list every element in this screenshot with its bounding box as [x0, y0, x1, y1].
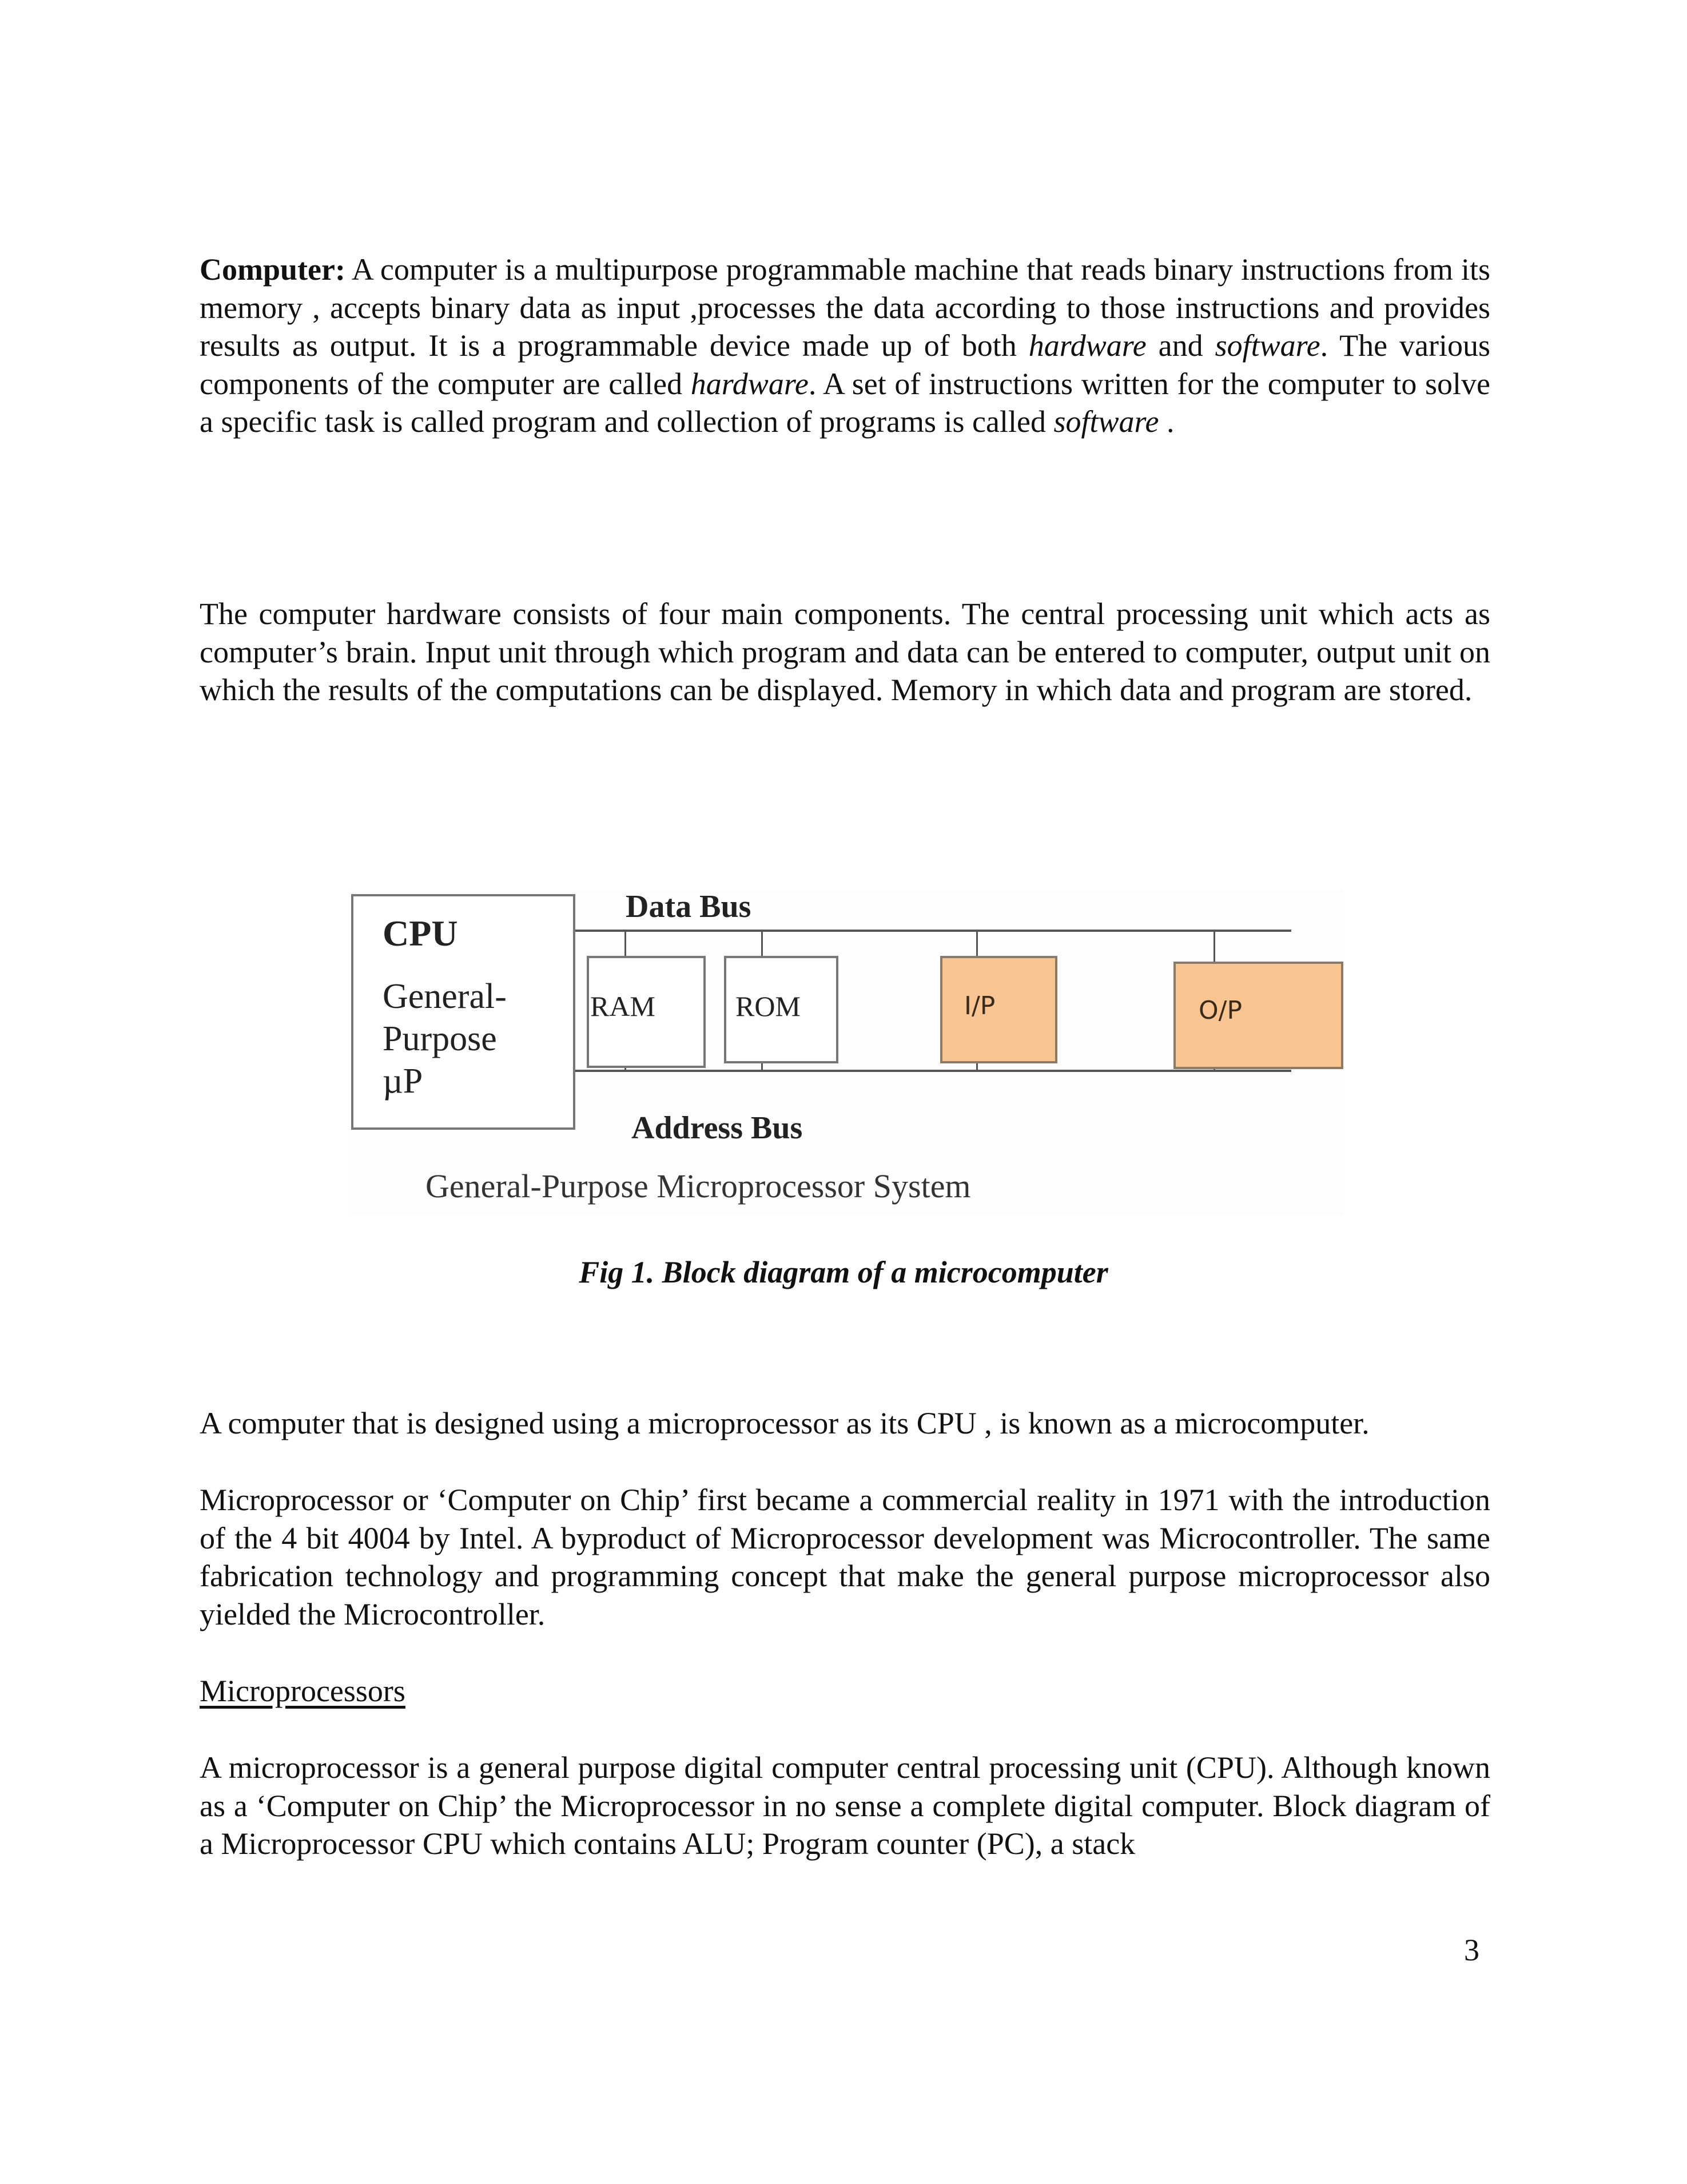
term-hardware: hardware	[1028, 328, 1147, 363]
term-software: software	[1053, 404, 1159, 439]
cpu-title: CPU	[383, 913, 458, 954]
paragraph-text: A computer that is designed using a microprocessor as its CPU , is known as a microcomputer.	[200, 1406, 1370, 1440]
paragraph-microcomputer	[200, 1404, 1490, 1443]
term-software: software	[1215, 328, 1320, 363]
address-bus-label: Address Bus	[631, 1110, 803, 1146]
paragraph-history	[200, 1481, 1490, 1633]
address-bus-line	[575, 1070, 1291, 1072]
output-label: O/P	[1199, 996, 1242, 1025]
cpu-description	[383, 975, 507, 1102]
figure-caption: Fig 1. Block diagram of a microcomputer	[579, 1255, 1108, 1289]
system-label: General-Purpose Microprocessor System	[425, 1168, 971, 1205]
block-diagram-figure	[351, 890, 1343, 1216]
paragraph-text: Microprocessor or ‘Computer on Chip’ first became a commercial reality in 1971 with the introduction of the 4 bit 4004 by Intel. A byproduct of Microprocessor development was Microcontroller. The same fabrication technology and programming concept that make the general purpose microprocessor also yielded the Microcontroller.	[200, 1483, 1490, 1631]
text: .	[1159, 404, 1175, 439]
connector	[976, 930, 978, 958]
page-number: 3	[1464, 1933, 1479, 1967]
connector	[1213, 930, 1215, 962]
cpu-line: Purpose	[383, 1019, 497, 1058]
input-block	[940, 956, 1057, 1063]
text: . A set of instructions written for the computer to solve a specific task is called program and collection of programs is called	[200, 366, 1490, 439]
data-bus-line	[575, 930, 1291, 932]
ram-label: RAM	[590, 990, 655, 1022]
term-computer: Computer:	[200, 252, 345, 287]
text: A computer is a multipurpose programmable machine that reads binary instructions from its memory , accepts binary data as input ,processes the data according to those instructions and provides results as output. It is a programmable device made up of both	[200, 252, 1490, 363]
paragraph-text: The computer hardware consists of four main components. The central processing unit which acts as computer’s brain. Input unit through which program and data can be entered to computer, output unit on which the results of the computations can be displayed. Memory in which data and program are stored.	[200, 597, 1490, 707]
heading-microprocessors: Microprocessors	[200, 1674, 405, 1708]
input-label: I/P	[964, 991, 996, 1020]
paragraph-hardware-components	[200, 595, 1490, 709]
section-heading	[200, 1672, 1490, 1710]
paragraph-microprocessor-definition	[200, 1749, 1490, 1863]
term-hardware: hardware	[690, 366, 809, 401]
connector	[624, 930, 626, 958]
paragraph-computer-definition	[200, 251, 1490, 441]
text: and	[1146, 328, 1215, 363]
data-bus-label: Data Bus	[626, 889, 751, 924]
text: . The various components of the computer are called	[200, 328, 1490, 401]
rom-label: ROM	[735, 990, 801, 1022]
paragraph-text: A microprocessor is a general purpose digital computer central processing unit (CPU). Although known as a ‘Computer on Chip’ the Microprocessor in no sense a complete digital computer. Block diagram of a Microprocessor CPU which contains ALU; Program counter (PC), a stack	[200, 1750, 1490, 1861]
cpu-line: General-	[383, 977, 507, 1016]
connector	[761, 930, 763, 957]
cpu-line: µP	[383, 1062, 423, 1101]
